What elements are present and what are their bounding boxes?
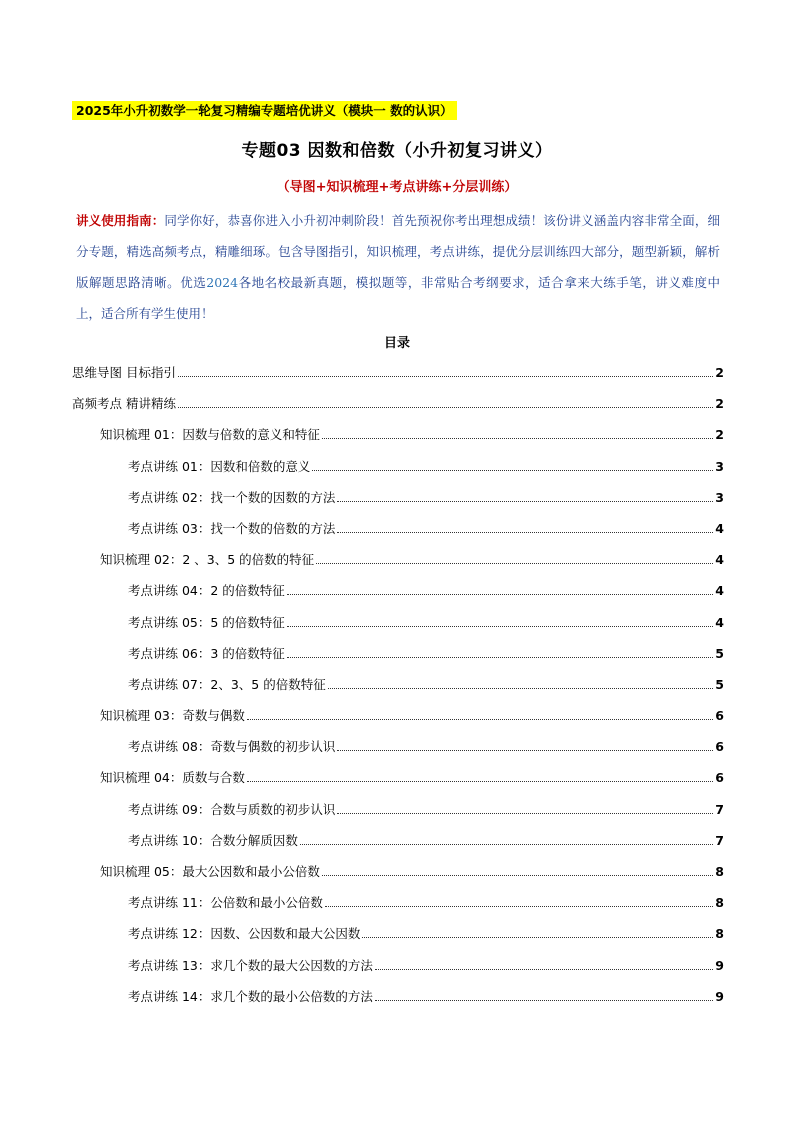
- toc-entry[interactable]: [72, 800, 724, 831]
- toc-entry[interactable]: [72, 831, 724, 862]
- toc-entry-page: 2: [715, 365, 724, 380]
- toc-entry[interactable]: [72, 488, 724, 519]
- toc-entry-page: 4: [715, 520, 724, 536]
- toc-entry-label: 考点讲练 09：合数与质数的初步认识: [128, 801, 336, 817]
- toc-entry-page: 9: [715, 988, 724, 1004]
- toc-entry[interactable]: [72, 613, 724, 644]
- toc-dot-leader: [362, 936, 713, 938]
- toc-dot-leader: [375, 999, 713, 1001]
- toc-dot-leader: [337, 500, 713, 502]
- toc-entry[interactable]: [72, 893, 724, 924]
- toc-entry-label: 考点讲练 10：合数分解质因数: [128, 832, 298, 848]
- toc-entry-label: 高频考点 精讲精练: [72, 396, 176, 412]
- usage-guide: [76, 205, 720, 329]
- toc-entry-label: 知识梳理 05：最大公因数和最小公倍数: [100, 864, 320, 879]
- toc-entry-page: 4: [715, 614, 724, 630]
- toc-entry-label: 思维导图 目标指引: [72, 365, 176, 380]
- toc-entry-page: 8: [715, 864, 724, 879]
- toc-entry[interactable]: [72, 768, 724, 799]
- toc-entry-label: 考点讲练 05：5 的倍数特征: [128, 614, 285, 630]
- toc-entry[interactable]: [72, 425, 724, 456]
- toc-dot-leader: [322, 874, 713, 876]
- usage-guide-lead: 讲义使用指南：: [76, 213, 165, 228]
- toc-entry[interactable]: [72, 675, 724, 706]
- toc-dot-leader: [300, 843, 713, 845]
- toc-dot-leader: [325, 905, 713, 907]
- toc-entry-page: 7: [715, 801, 724, 817]
- toc-dot-leader: [375, 968, 713, 970]
- page-title: 专题03 因数和倍数（小升初复习讲义）: [241, 141, 553, 161]
- toc-dot-leader: [316, 562, 713, 564]
- toc-dot-leader: [287, 656, 713, 658]
- toc-entry-label: 考点讲练 01：因数和倍数的意义: [128, 458, 311, 474]
- toc-entry[interactable]: [72, 924, 724, 955]
- toc-dot-leader: [287, 625, 713, 627]
- toc-entry[interactable]: [72, 363, 724, 394]
- toc-dot-leader: [312, 469, 713, 471]
- toc-entry-page: 8: [715, 895, 724, 911]
- toc-entry-page: 5: [715, 645, 724, 661]
- toc-entry-label: 考点讲练 03：找一个数的倍数的方法: [128, 520, 336, 536]
- toc-dot-leader: [247, 718, 713, 720]
- toc-dot-leader: [337, 749, 713, 751]
- toc-entry-page: 2: [715, 427, 724, 443]
- toc-entry-page: 9: [715, 957, 724, 973]
- toc-entry-label: 考点讲练 02：找一个数的因数的方法: [128, 489, 336, 505]
- toc-dot-leader: [287, 593, 713, 595]
- page-subtitle: （导图+知识梳理+考点讲练+分层训练）: [276, 180, 518, 195]
- toc-entry-page: 8: [715, 926, 724, 942]
- toc-entry-page: 6: [715, 770, 724, 786]
- toc-entry[interactable]: [72, 706, 724, 737]
- toc-dot-leader: [328, 687, 714, 689]
- series-banner: 2025年小升初数学一轮复习精编专题培优讲义（模块一 数的认识）: [72, 101, 457, 120]
- usage-guide-year: 2024: [206, 275, 239, 290]
- toc-entry-label: 考点讲练 04：2 的倍数特征: [128, 583, 285, 599]
- toc-entry-label: 考点讲练 08：奇数与偶数的初步认识: [128, 739, 336, 755]
- toc-entry-page: 6: [715, 739, 724, 755]
- toc-heading: 目录: [383, 336, 410, 351]
- toc-entry-label: 知识梳理 02：2 、3、5 的倍数的特征: [100, 552, 315, 568]
- toc-dot-leader: [178, 406, 713, 408]
- toc-entry[interactable]: [72, 644, 724, 675]
- toc-entry-label: 知识梳理 04：质数与合数: [100, 770, 245, 786]
- toc-entry-page: 4: [715, 552, 724, 568]
- toc-entry-label: 考点讲练 13：求几个数的最大公因数的方法: [128, 957, 373, 973]
- toc-entry-page: 2: [715, 396, 724, 412]
- toc-entry-label: 考点讲练 12：因数、公因数和最大公因数: [128, 926, 361, 942]
- toc-dot-leader: [322, 437, 713, 439]
- toc-entry-label: 考点讲练 07：2、3、5 的倍数特征: [128, 676, 326, 692]
- toc-entry-label: 知识梳理 03：奇数与偶数: [100, 708, 245, 724]
- toc-entry-label: 知识梳理 01：因数与倍数的意义和特征: [100, 427, 320, 443]
- toc-entry-label: 考点讲练 06：3 的倍数特征: [128, 645, 285, 661]
- toc-dot-leader: [337, 531, 713, 533]
- toc-entry[interactable]: [72, 581, 724, 612]
- toc-entry-page: 3: [715, 489, 724, 505]
- usage-guide-text-2: 各地名校最新真题，模拟题等，非常贴合考纲要求，适合拿来大练手笔，讲义难度中上，适合所有学生使用！: [76, 275, 720, 321]
- toc-dot-leader: [178, 375, 713, 377]
- toc-entry[interactable]: [72, 394, 724, 425]
- toc-entry[interactable]: [72, 737, 724, 768]
- toc-entry-page: 3: [715, 458, 724, 474]
- toc-entry[interactable]: [72, 956, 724, 987]
- toc-dot-leader: [247, 780, 713, 782]
- toc-entry-page: 6: [715, 708, 724, 724]
- toc-entry[interactable]: [72, 457, 724, 488]
- usage-guide-text-1: 同学你好，恭喜你进入小升初冲刺阶段！首先预祝你考出理想成绩！该份讲义涵盖内容非常全面，细分专题，精选高频考点，精雕细琢。包含导图指引，知识梳理，考点讲练，提优分层训练四大部分，题型新颖，解析版解题思路清晰。优选: [76, 213, 720, 290]
- toc-entry-page: 4: [715, 583, 724, 599]
- toc-entry-page: 7: [715, 832, 724, 848]
- toc-entry-label: 考点讲练 11：公倍数和最小公倍数: [128, 895, 323, 911]
- toc-entry-page: 5: [715, 676, 724, 692]
- toc-dot-leader: [337, 812, 713, 814]
- table-of-contents: [72, 363, 724, 1018]
- toc-entry[interactable]: [72, 550, 724, 581]
- toc-entry[interactable]: [72, 987, 724, 1018]
- toc-entry-label: 考点讲练 14：求几个数的最小公倍数的方法: [128, 988, 373, 1004]
- toc-entry[interactable]: [72, 862, 724, 893]
- toc-entry[interactable]: [72, 519, 724, 550]
